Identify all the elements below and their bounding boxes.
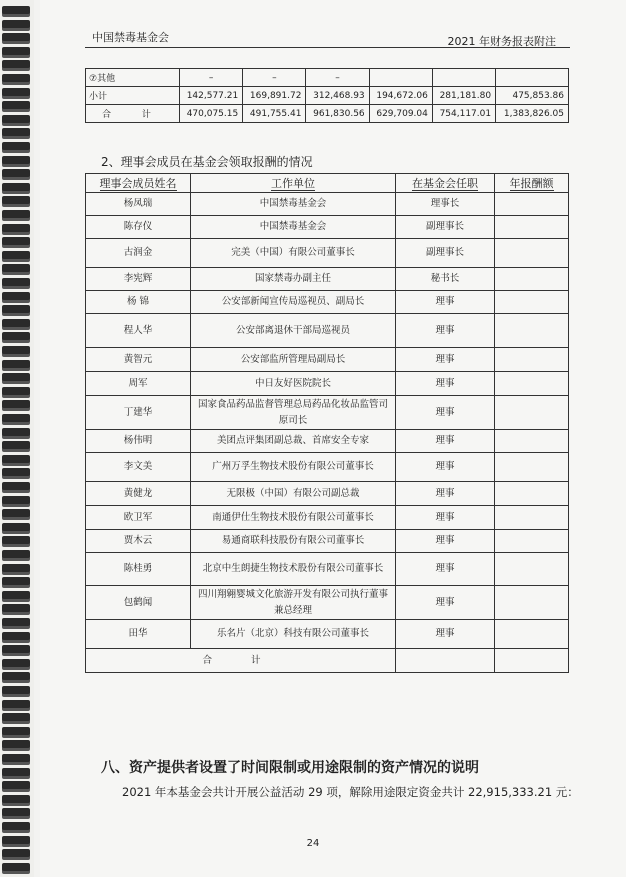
expense-summary-table bbox=[85, 68, 569, 123]
binding-ring bbox=[2, 101, 30, 109]
table-cell: 281,181.80 bbox=[432, 87, 495, 105]
member-name: 李宪辉 bbox=[86, 268, 191, 291]
binding-ring bbox=[2, 387, 30, 395]
work-unit: 中国禁毒基金会 bbox=[191, 216, 396, 239]
annual-pay bbox=[495, 193, 569, 216]
table-cell: 475,853.86 bbox=[496, 87, 569, 105]
work-unit: 南通伊仕生物技术股份有限公司董事长 bbox=[191, 506, 396, 530]
position: 理事 bbox=[396, 453, 495, 482]
table-cell bbox=[432, 69, 495, 87]
position: 理事 bbox=[396, 314, 495, 348]
table-row bbox=[86, 506, 569, 530]
member-name: 黄智元 bbox=[86, 348, 191, 372]
annual-pay bbox=[495, 372, 569, 396]
member-name: 古润金 bbox=[86, 239, 191, 268]
binding-ring bbox=[2, 509, 30, 517]
position: 理事 bbox=[396, 291, 495, 314]
table-row bbox=[86, 193, 569, 216]
annual-pay bbox=[495, 430, 569, 453]
annual-pay bbox=[495, 314, 569, 348]
binding-ring bbox=[2, 183, 30, 191]
annual-pay bbox=[495, 530, 569, 553]
binding-ring bbox=[2, 414, 30, 422]
work-unit: 美团点评集团副总裁、首席安全专家 bbox=[191, 430, 396, 453]
binding-ring bbox=[2, 808, 30, 816]
spiral-binding bbox=[0, 0, 34, 877]
table-cell bbox=[369, 69, 432, 87]
binding-ring bbox=[2, 468, 30, 476]
table-cell: 169,891.72 bbox=[243, 87, 306, 105]
table-row bbox=[86, 239, 569, 268]
board-remuneration-table bbox=[85, 173, 569, 673]
table-row bbox=[86, 530, 569, 553]
binding-ring bbox=[2, 781, 30, 789]
binding-ring bbox=[2, 550, 30, 558]
table-row bbox=[86, 372, 569, 396]
annual-pay bbox=[495, 553, 569, 586]
binding-ring bbox=[2, 237, 30, 245]
binding-ring bbox=[2, 33, 30, 41]
member-name: 包鹤闻 bbox=[86, 586, 191, 620]
table-cell bbox=[496, 69, 569, 87]
binding-ring bbox=[2, 849, 30, 857]
binding-ring bbox=[2, 536, 30, 544]
binding-ring bbox=[2, 632, 30, 640]
table-header-row bbox=[86, 174, 569, 193]
position: 理事长 bbox=[396, 193, 495, 216]
annual-pay bbox=[495, 396, 569, 430]
binding-ring bbox=[2, 863, 30, 871]
binding-ring bbox=[2, 319, 30, 327]
work-unit: 中日友好医院院长 bbox=[191, 372, 396, 396]
binding-ring bbox=[2, 346, 30, 354]
annual-pay bbox=[495, 506, 569, 530]
table-cell bbox=[495, 649, 569, 673]
col-header-unit: 工作单位 bbox=[191, 174, 396, 193]
table-cell: 312,468.93 bbox=[306, 87, 369, 105]
table-row bbox=[86, 430, 569, 453]
table-row bbox=[86, 105, 569, 123]
binding-ring bbox=[2, 672, 30, 680]
table-cell: 1,383,826.05 bbox=[496, 105, 569, 123]
work-unit: 公安部新闻宣传局巡视员、副局长 bbox=[191, 291, 396, 314]
table-cell: 961,830.56 bbox=[306, 105, 369, 123]
table-row bbox=[86, 291, 569, 314]
table-row bbox=[86, 69, 569, 87]
position: 理事 bbox=[396, 553, 495, 586]
binding-ring bbox=[2, 210, 30, 218]
table-row bbox=[86, 482, 569, 506]
col-header-position: 在基金会任职 bbox=[396, 174, 495, 193]
position: 副理事长 bbox=[396, 239, 495, 268]
binding-ring bbox=[2, 156, 30, 164]
col-header-pay: 年报酬额 bbox=[495, 174, 569, 193]
table-cell: 629,709.04 bbox=[369, 105, 432, 123]
member-name: 周军 bbox=[86, 372, 191, 396]
annual-pay bbox=[495, 348, 569, 372]
binding-ring bbox=[2, 564, 30, 572]
col-header-name: 理事会成员姓名 bbox=[86, 174, 191, 193]
table-cell bbox=[396, 649, 495, 673]
binding-ring bbox=[2, 523, 30, 531]
binding-ring bbox=[2, 727, 30, 735]
binding-ring bbox=[2, 577, 30, 585]
row-label: ⑦其他 bbox=[86, 69, 180, 87]
member-name: 丁建华 bbox=[86, 396, 191, 430]
work-unit: 易通商联科技股份有限公司董事长 bbox=[191, 530, 396, 553]
binding-ring bbox=[2, 428, 30, 436]
binding-ring bbox=[2, 115, 30, 123]
binding-ring bbox=[2, 373, 30, 381]
position: 理事 bbox=[396, 506, 495, 530]
header-org: 中国禁毒基金会 bbox=[92, 31, 169, 44]
binding-ring bbox=[2, 455, 30, 463]
annual-pay bbox=[495, 453, 569, 482]
work-unit: 四川翔翱婴城文化旅游开发有限公司执行董事兼总经理 bbox=[191, 586, 396, 620]
work-unit: 公安部监所管理局副局长 bbox=[191, 348, 396, 372]
binding-ring bbox=[2, 496, 30, 504]
annual-pay bbox=[495, 586, 569, 620]
table-row bbox=[86, 268, 569, 291]
table-cell: 470,075.15 bbox=[180, 105, 243, 123]
position: 理事 bbox=[396, 430, 495, 453]
section-8-paragraph: 2021 年本基金会共计开展公益活动 29 项，解除用途限定资金共计 22,915,333.21 元： bbox=[122, 785, 579, 799]
table-row bbox=[86, 553, 569, 586]
binding-ring bbox=[2, 264, 30, 272]
annual-pay bbox=[495, 239, 569, 268]
table-row bbox=[86, 453, 569, 482]
work-unit: 完美（中国）有限公司董事长 bbox=[191, 239, 396, 268]
binding-ring bbox=[2, 169, 30, 177]
binding-ring bbox=[2, 686, 30, 694]
binding-ring bbox=[2, 400, 30, 408]
work-unit: 广州万孚生物技术股份有限公司董事长 bbox=[191, 453, 396, 482]
annual-pay bbox=[495, 268, 569, 291]
table-cell: 754,117.01 bbox=[432, 105, 495, 123]
work-unit: 国家食品药品监督管理总局药品化妆品监管司原司长 bbox=[191, 396, 396, 430]
position: 副理事长 bbox=[396, 216, 495, 239]
table-cell: – bbox=[243, 69, 306, 87]
work-unit: 中国禁毒基金会 bbox=[191, 193, 396, 216]
member-name: 田华 bbox=[86, 620, 191, 649]
header-rule bbox=[85, 47, 570, 48]
binding-ring bbox=[2, 645, 30, 653]
binding-ring bbox=[2, 822, 30, 830]
section-2-title: 2、理事会成员在基金会领取报酬的情况 bbox=[101, 155, 313, 169]
position: 理事 bbox=[396, 396, 495, 430]
table-cell: 491,755.41 bbox=[243, 105, 306, 123]
annual-pay bbox=[495, 216, 569, 239]
position: 秘书长 bbox=[396, 268, 495, 291]
table-row bbox=[86, 87, 569, 105]
binding-ring bbox=[2, 6, 30, 14]
binding-ring bbox=[2, 754, 30, 762]
binding-ring bbox=[2, 482, 30, 490]
annual-pay bbox=[495, 482, 569, 506]
member-name: 杨伟明 bbox=[86, 430, 191, 453]
work-unit: 乐名片（北京）科技有限公司董事长 bbox=[191, 620, 396, 649]
binding-ring bbox=[2, 604, 30, 612]
binding-ring bbox=[2, 768, 30, 776]
table-row bbox=[86, 348, 569, 372]
binding-ring bbox=[2, 700, 30, 708]
position: 理事 bbox=[396, 586, 495, 620]
binding-ring bbox=[2, 292, 30, 300]
position: 理事 bbox=[396, 482, 495, 506]
table-row bbox=[86, 586, 569, 620]
member-name: 程人华 bbox=[86, 314, 191, 348]
binding-ring bbox=[2, 795, 30, 803]
member-name: 陈存仪 bbox=[86, 216, 191, 239]
binding-ring bbox=[2, 305, 30, 313]
binding-ring bbox=[2, 128, 30, 136]
work-unit: 公安部离退休干部局巡视员 bbox=[191, 314, 396, 348]
member-name: 贾木云 bbox=[86, 530, 191, 553]
table-row bbox=[86, 314, 569, 348]
work-unit: 国家禁毒办副主任 bbox=[191, 268, 396, 291]
table-row bbox=[86, 216, 569, 239]
work-unit: 北京中生朗捷生物技术股份有限公司董事长 bbox=[191, 553, 396, 586]
binding-ring bbox=[2, 196, 30, 204]
table-cell: 142,577.21 bbox=[180, 87, 243, 105]
annual-pay bbox=[495, 620, 569, 649]
binding-ring bbox=[2, 360, 30, 368]
member-name: 李文美 bbox=[86, 453, 191, 482]
binding-ring bbox=[2, 224, 30, 232]
binding-ring bbox=[2, 441, 30, 449]
section-8-heading: 八、资产提供者设置了时间限制或用途限制的资产情况的说明 bbox=[101, 760, 479, 776]
binding-ring bbox=[2, 251, 30, 259]
binding-ring bbox=[2, 142, 30, 150]
position: 理事 bbox=[396, 348, 495, 372]
member-name: 杨 锦 bbox=[86, 291, 191, 314]
binding-ring bbox=[2, 47, 30, 55]
binding-ring bbox=[2, 740, 30, 748]
work-unit: 无限极（中国）有限公司副总裁 bbox=[191, 482, 396, 506]
binding-ring bbox=[2, 618, 30, 626]
table-cell: – bbox=[306, 69, 369, 87]
binding-ring bbox=[2, 88, 30, 96]
header-doc-title: 2021 年财务报表附注 bbox=[447, 35, 556, 48]
binding-ring bbox=[2, 20, 30, 28]
member-name: 欧卫军 bbox=[86, 506, 191, 530]
annual-pay bbox=[495, 291, 569, 314]
row-label: 合 计 bbox=[86, 105, 180, 123]
table-row bbox=[86, 620, 569, 649]
total-row bbox=[86, 649, 569, 673]
position: 理事 bbox=[396, 620, 495, 649]
total-label: 合 计 bbox=[86, 649, 396, 673]
member-name: 杨凤瑞 bbox=[86, 193, 191, 216]
binding-ring bbox=[2, 74, 30, 82]
position: 理事 bbox=[396, 530, 495, 553]
binding-ring bbox=[2, 332, 30, 340]
table-row bbox=[86, 396, 569, 430]
binding-ring bbox=[2, 713, 30, 721]
page-number: 24 bbox=[306, 838, 320, 849]
binding-ring bbox=[2, 591, 30, 599]
table-cell: 194,672.06 bbox=[369, 87, 432, 105]
binding-ring bbox=[2, 278, 30, 286]
binding-ring bbox=[2, 659, 30, 667]
member-name: 陈桂勇 bbox=[86, 553, 191, 586]
member-name: 黄健龙 bbox=[86, 482, 191, 506]
position: 理事 bbox=[396, 372, 495, 396]
table-cell: – bbox=[180, 69, 243, 87]
binding-ring bbox=[2, 60, 30, 68]
row-label: 小计 bbox=[86, 87, 180, 105]
